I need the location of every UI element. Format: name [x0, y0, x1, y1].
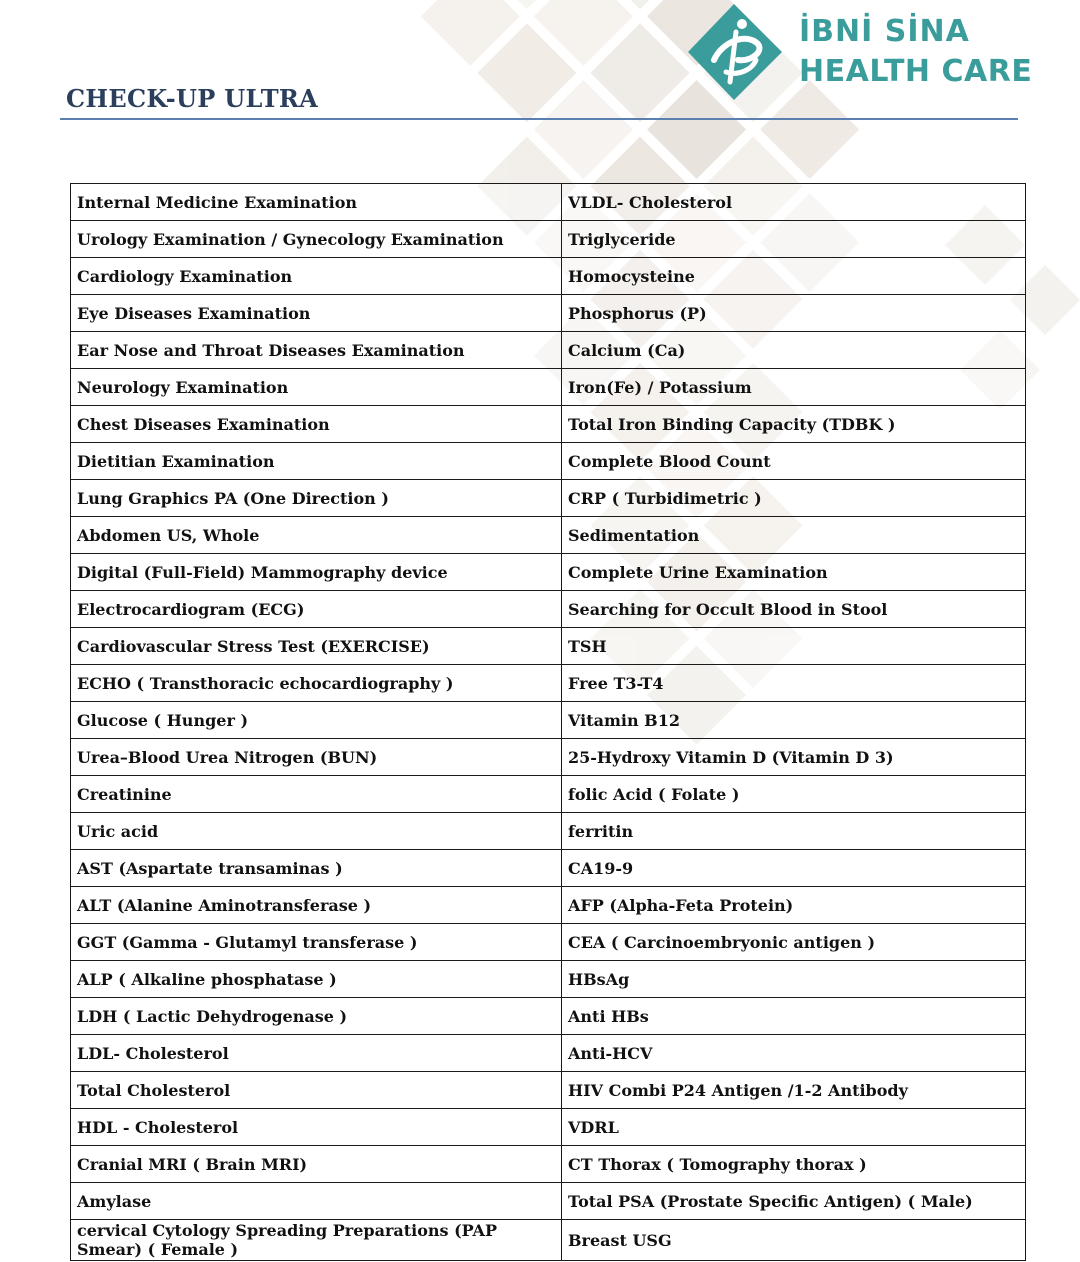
- table-cell-right: HIV Combi P24 Antigen /1-2 Antibody: [562, 1072, 1026, 1109]
- table-cell-right: Vitamin B12: [562, 702, 1026, 739]
- table-cell-left: Ear Nose and Throat Diseases Examination: [71, 332, 562, 369]
- table-row: [71, 739, 1026, 776]
- table-cell-left: Eye Diseases Examination: [71, 295, 562, 332]
- table-row: [71, 295, 1026, 332]
- checkup-test-table: [70, 183, 1026, 1261]
- brand-name-line1: İBNİ SİNA: [799, 14, 970, 49]
- table-row: [71, 924, 1026, 961]
- table-row: [71, 258, 1026, 295]
- table-cell-right: Iron(Fe) / Potassium: [562, 369, 1026, 406]
- table-cell-right: Anti-HCV: [562, 1035, 1026, 1072]
- table-row: [71, 369, 1026, 406]
- table-cell-left: Cardiovascular Stress Test (EXERCISE): [71, 628, 562, 665]
- table-row: [71, 480, 1026, 517]
- table-cell-right: VLDL- Cholesterol: [562, 184, 1026, 221]
- table-cell-left: Digital (Full-Field) Mammography device: [71, 554, 562, 591]
- table-row: [71, 1035, 1026, 1072]
- table-cell-right: Calcium (Ca): [562, 332, 1026, 369]
- table-cell-right: CEA ( Carcinoembryonic antigen ): [562, 924, 1026, 961]
- page-title: CHECK-UP ULTRA: [66, 84, 319, 113]
- table-row: [71, 998, 1026, 1035]
- table-cell-right: Phosphorus (P): [562, 295, 1026, 332]
- brand-name-line2: HEALTH CARE: [799, 54, 1033, 89]
- table-row: [71, 406, 1026, 443]
- table-row: [71, 221, 1026, 258]
- table-cell-right: AFP (Alpha-Feta Protein): [562, 887, 1026, 924]
- table-cell-right: Total Iron Binding Capacity (TDBK ): [562, 406, 1026, 443]
- table-row: [71, 1183, 1026, 1220]
- table-row: [71, 850, 1026, 887]
- table-cell-right: Complete Urine Examination: [562, 554, 1026, 591]
- table-cell-left: Total Cholesterol: [71, 1072, 562, 1109]
- table-row: [71, 184, 1026, 221]
- table-row: [71, 517, 1026, 554]
- table-cell-left: GGT (Gamma - Glutamyl transferase ): [71, 924, 562, 961]
- table-cell-left: Creatinine: [71, 776, 562, 813]
- table-row: [71, 443, 1026, 480]
- table-cell-right: Free T3-T4: [562, 665, 1026, 702]
- table-cell-left: Chest Diseases Examination: [71, 406, 562, 443]
- table-row: [71, 1072, 1026, 1109]
- table-cell-left: AST (Aspartate transaminas ): [71, 850, 562, 887]
- table-cell-right: 25-Hydroxy Vitamin D (Vitamin D 3): [562, 739, 1026, 776]
- table-row: [71, 591, 1026, 628]
- table-cell-left: Electrocardiogram (ECG): [71, 591, 562, 628]
- table-cell-right: CA19-9: [562, 850, 1026, 887]
- table-cell-right: ferritin: [562, 813, 1026, 850]
- table-cell-left: Dietitian Examination: [71, 443, 562, 480]
- table-cell-left: Urea–Blood Urea Nitrogen (BUN): [71, 739, 562, 776]
- table-row: [71, 554, 1026, 591]
- table-cell-left: LDL- Cholesterol: [71, 1035, 562, 1072]
- table-cell-right: Searching for Occult Blood in Stool: [562, 591, 1026, 628]
- table-cell-left: Amylase: [71, 1183, 562, 1220]
- table-cell-right: HBsAg: [562, 961, 1026, 998]
- table-row: [71, 776, 1026, 813]
- table-cell-right: Complete Blood Count: [562, 443, 1026, 480]
- table-row: [71, 665, 1026, 702]
- table-row: [71, 628, 1026, 665]
- table-cell-left: Cranial MRI ( Brain MRI): [71, 1146, 562, 1183]
- table-row: [71, 961, 1026, 998]
- ibni-sina-logo-icon: [686, 2, 786, 102]
- table-cell-left: Urology Examination / Gynecology Examination: [71, 221, 562, 258]
- table-cell-right: Homocysteine: [562, 258, 1026, 295]
- table-cell-left: ALT (Alanine Aminotransferase ): [71, 887, 562, 924]
- table-cell-left: ALP ( Alkaline phosphatase ): [71, 961, 562, 998]
- table-cell-left: Uric acid: [71, 813, 562, 850]
- table-cell-left: Cardiology Examination: [71, 258, 562, 295]
- table-cell-right: CT Thorax ( Tomography thorax ): [562, 1146, 1026, 1183]
- table-row: [71, 332, 1026, 369]
- table-row: [71, 1109, 1026, 1146]
- table-row: [71, 702, 1026, 739]
- brand-header: [686, 2, 1036, 102]
- table-cell-right: Total PSA (Prostate Specific Antigen) ( Male): [562, 1183, 1026, 1220]
- table-cell-right: Anti HBs: [562, 998, 1026, 1035]
- table-cell-left: HDL - Cholesterol: [71, 1109, 562, 1146]
- table-row: [71, 1220, 1026, 1261]
- table-cell-left: ECHO ( Transthoracic echocardiography ): [71, 665, 562, 702]
- table-cell-left: LDH ( Lactic Dehydrogenase ): [71, 998, 562, 1035]
- title-underline-divider: [60, 118, 1018, 120]
- table-cell-right: Breast USG: [562, 1220, 1026, 1261]
- table-cell-left: cervical Cytology Spreading Preparations (PAP Smear) ( Female ): [71, 1220, 562, 1261]
- table-cell-right: Triglyceride: [562, 221, 1026, 258]
- table-cell-right: VDRL: [562, 1109, 1026, 1146]
- table-row: [71, 887, 1026, 924]
- table-row: [71, 1146, 1026, 1183]
- table-cell-left: Neurology Examination: [71, 369, 562, 406]
- table-cell-right: CRP ( Turbidimetric ): [562, 480, 1026, 517]
- table-cell-left: Abdomen US, Whole: [71, 517, 562, 554]
- table-row: [71, 813, 1026, 850]
- table-cell-left: Internal Medicine Examination: [71, 184, 562, 221]
- table-cell-left: Glucose ( Hunger ): [71, 702, 562, 739]
- table-cell-right: folic Acid ( Folate ): [562, 776, 1026, 813]
- table-cell-left: Lung Graphics PA (One Direction ): [71, 480, 562, 517]
- table-cell-right: Sedimentation: [562, 517, 1026, 554]
- table-cell-right: TSH: [562, 628, 1026, 665]
